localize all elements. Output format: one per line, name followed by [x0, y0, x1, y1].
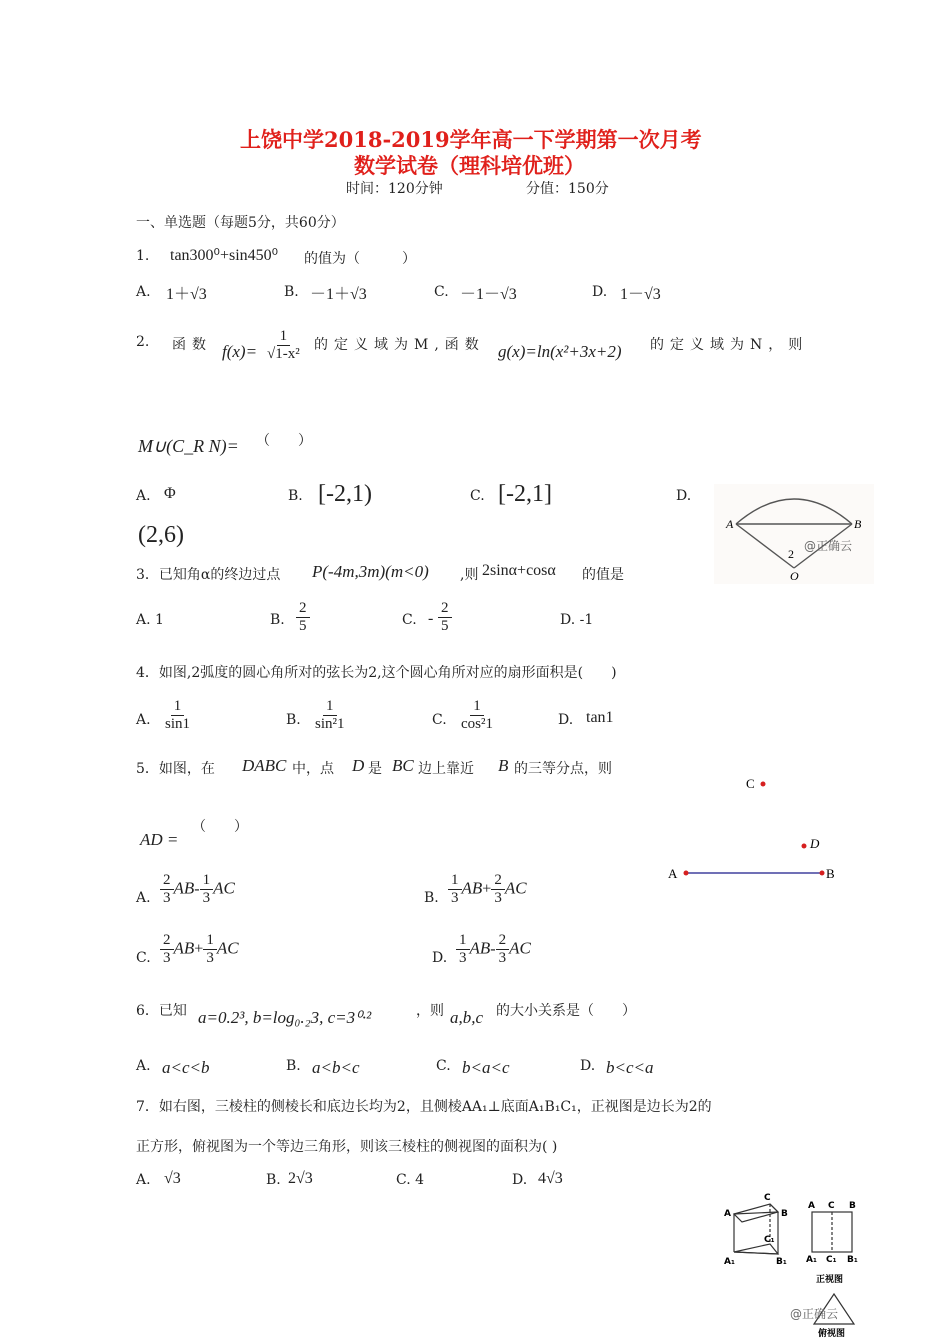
- q5-d-d2: 3: [498, 949, 507, 966]
- title-line2: 数学试卷（理科培优班）: [354, 153, 585, 178]
- q4-opt-d-label: D.: [558, 712, 574, 728]
- q6-tail: 的大小关系是（ ）: [496, 1003, 636, 1019]
- prism-c1: C₁: [764, 1235, 775, 1245]
- time-info: 时间：120分钟: [346, 181, 443, 197]
- q2-text1: 函数: [172, 337, 212, 353]
- q5-text5: 的三等分点，则: [514, 761, 612, 777]
- top-view-label: 俯视图: [818, 1329, 846, 1339]
- seg-label-a: A: [668, 866, 678, 881]
- q3-opt-b-label: B.: [270, 612, 285, 628]
- q5-a-ab: AB: [173, 878, 195, 898]
- q5-a-ac: AC: [213, 878, 235, 898]
- q5-a-op: -: [194, 880, 200, 898]
- q3-tail: 的值是: [582, 567, 624, 583]
- q6-mid: ，则: [416, 1003, 444, 1019]
- q1-num: 1.: [136, 248, 150, 264]
- q7-opt-a-label: A.: [136, 1172, 151, 1188]
- q7-opt-d-label: D.: [512, 1172, 528, 1188]
- q7-opt-d: 4√3: [538, 1170, 563, 1187]
- title-line1: 上饶中学2018-2019学年高一下学期第一次月考: [240, 127, 702, 152]
- q1-opt-a: 1＋√3: [166, 286, 207, 303]
- prism-figures: [718, 1188, 868, 1340]
- q3-point: P(-4m,3m)(m<0): [312, 562, 429, 581]
- seg-label-c: C: [746, 776, 755, 791]
- q5-b: B: [498, 756, 509, 775]
- score-info: 分值：150分: [526, 181, 609, 197]
- q3-opt-a: A. 1: [136, 612, 164, 628]
- q5-a-n2: 1: [200, 872, 214, 890]
- q6-expr: a=0.2³, b=log₀.₂3, c=3⁰·²: [198, 1008, 372, 1027]
- q4-c-den: cos²1: [461, 715, 493, 732]
- q4-opt-c-label: C.: [432, 712, 447, 728]
- q5-d-op: -: [490, 940, 496, 958]
- q3-c-num: 2: [438, 600, 452, 618]
- q4-a-den: sin1: [165, 715, 191, 732]
- q5-bc: BC: [392, 756, 414, 775]
- front-c: C: [828, 1201, 835, 1211]
- q1-opt-d-label: D.: [592, 284, 608, 300]
- q5-b-ab: AB: [461, 878, 483, 898]
- q7-opt-b-label: B.: [266, 1172, 281, 1188]
- q4-opt-a: [162, 698, 193, 732]
- q4-text: 4．如图,2弧度的圆心角所对的弦长为2,这个圆心角所对应的扇形面积是( ): [136, 665, 617, 681]
- q2-opt-a-label: A.: [136, 488, 151, 504]
- q4-b-den: sin²1: [315, 715, 345, 732]
- watermark-1: @正确云: [804, 539, 853, 553]
- q5-c-op: +: [194, 940, 204, 958]
- q4-opt-c: [458, 698, 496, 732]
- front-a1: A₁: [806, 1255, 817, 1265]
- q2-set: M∪(C_R N)=: [138, 436, 239, 456]
- q1-opt-c-label: C.: [434, 284, 449, 300]
- q2-fx: f(x)=: [222, 342, 258, 361]
- q2-num: 2.: [136, 334, 150, 350]
- q6-opt-d-label: D.: [580, 1058, 596, 1074]
- q5-b-ac: AC: [504, 878, 527, 898]
- q3-opt-d: D. -1: [560, 612, 594, 628]
- q5-d-d1: 3: [459, 949, 467, 966]
- q6-opt-d: b<c<a: [606, 1058, 654, 1077]
- prism-c: C: [764, 1193, 771, 1203]
- q5-b-d1: 3: [451, 889, 459, 906]
- q7-opt-b: 2√3: [288, 1170, 313, 1187]
- q5-d: D: [352, 756, 365, 775]
- seg-label-b: B: [826, 866, 835, 881]
- q5-ad: AD =: [140, 830, 179, 849]
- q5-opt-c: [160, 932, 239, 966]
- q4-opt-d: tan1: [586, 709, 614, 726]
- arc-label-2: 2: [788, 547, 794, 561]
- prism-a1: A₁: [724, 1257, 735, 1267]
- q5-text2: 中，点: [292, 761, 334, 777]
- q5-b-n1: 1: [448, 872, 462, 890]
- q5-opt-d-label: D.: [432, 950, 448, 966]
- q6-opt-c-label: C.: [436, 1058, 451, 1074]
- q6-opt-c: b<a<c: [462, 1058, 510, 1077]
- q5-c-ac: AC: [216, 938, 239, 958]
- q2-paren: （ ）: [256, 433, 312, 449]
- sector-figure: [714, 484, 874, 584]
- q3-c-den: 5: [441, 617, 449, 634]
- q5-c-ab: AB: [173, 938, 195, 958]
- q2-gx: g(x)=ln(x²+3x+2): [498, 342, 622, 361]
- q5-triangle: DABC: [242, 756, 287, 775]
- q6-text: 6．已知: [136, 1003, 187, 1019]
- q2-opt-d-label: D.: [676, 488, 692, 504]
- q3-text: 3．已知角α的终边过点: [136, 567, 281, 583]
- q5-c-d2: 3: [206, 949, 214, 966]
- q5-paren: （ ）: [192, 819, 248, 835]
- q5-text1: 5．如图，在: [136, 761, 215, 777]
- q7-opt-a: √3: [164, 1170, 181, 1187]
- q6-opt-a-label: A.: [136, 1058, 151, 1074]
- q5-c-n1: 2: [160, 932, 174, 950]
- q5-text4: 边上靠近: [418, 761, 474, 777]
- q5-opt-d: [456, 932, 531, 966]
- q1-opt-b-label: B.: [284, 284, 299, 300]
- q5-b-d2: 3: [494, 889, 502, 906]
- q7-line1: 7．如右图，三棱柱的侧棱长和底边长均为2，且侧棱AA₁⊥底面A₁B₁C₁，正视图是边长为2的: [136, 1099, 712, 1115]
- prism-a: A: [724, 1209, 731, 1219]
- q3-b-den: 5: [299, 617, 307, 634]
- q6-opt-b-label: B.: [286, 1058, 301, 1074]
- q5-a-d1: 3: [163, 889, 171, 906]
- q5-c-n2: 1: [203, 932, 217, 950]
- seg-label-d: D: [810, 836, 820, 851]
- q3-b-num: 2: [296, 600, 310, 618]
- q3-opt-c-sign: -: [428, 610, 434, 627]
- q3-expr: 2sinα+cosα: [482, 562, 556, 579]
- q4-c-num: 1: [470, 698, 484, 716]
- q2-opt-b: [-2,1): [318, 481, 372, 507]
- q5-opt-b-label: B.: [424, 890, 439, 906]
- q1-opt-b: －1＋√3: [310, 286, 367, 303]
- front-view-label: 正视图: [816, 1275, 844, 1285]
- q3-mid: ,则: [460, 567, 479, 583]
- q4-a-num: 1: [171, 698, 185, 716]
- q2-text2: 的定义域为M,函数: [314, 337, 485, 353]
- q7-opt-c: C. 4: [396, 1172, 425, 1188]
- q1-expr: tan300⁰+sin450⁰: [170, 247, 279, 264]
- q2-opt-d: (2,6): [138, 522, 184, 548]
- q5-d-n2: 2: [496, 932, 510, 950]
- prism-b1: B₁: [776, 1257, 787, 1267]
- q2-text3: 的定义域为N，则: [650, 337, 809, 353]
- q6-opt-a: a<c<b: [162, 1058, 210, 1077]
- q7-line2: 正方形，俯视图为一个等边三角形，则该三棱柱的侧视图的面积为( ): [136, 1139, 558, 1155]
- q3-opt-b: [296, 600, 310, 634]
- arc-label-b: B: [854, 517, 862, 531]
- q1-opt-d: 1－√3: [620, 286, 661, 303]
- q5-opt-b: [448, 872, 527, 906]
- q6-opt-b: a<b<c: [312, 1058, 360, 1077]
- q5-d-ab: AB: [469, 938, 491, 958]
- q4-opt-b: [312, 698, 348, 732]
- q5-b-n2: 2: [491, 872, 505, 890]
- q6-vars: a,b,c: [450, 1008, 484, 1027]
- watermark-2: @正确云: [790, 1307, 839, 1321]
- prism-b: B: [781, 1209, 788, 1219]
- q4-b-num: 1: [323, 698, 337, 716]
- q1-suffix: 的值为（ ）: [304, 251, 416, 267]
- q2-fraction: [264, 328, 303, 362]
- q2-frac-num: 1: [277, 328, 291, 346]
- q5-a-d2: 3: [202, 889, 211, 906]
- q2-frac-den: √1-x²: [267, 345, 300, 362]
- front-c1: C₁: [826, 1255, 837, 1265]
- q5-d-ac: AC: [509, 938, 531, 958]
- q5-opt-c-label: C.: [136, 950, 151, 966]
- q2-opt-b-label: B.: [288, 488, 303, 504]
- front-b: B: [849, 1201, 856, 1211]
- section-heading: 一、单选题（每题5分，共60分）: [136, 215, 345, 231]
- q5-opt-a-label: A.: [136, 890, 151, 906]
- front-b1: B₁: [847, 1255, 858, 1265]
- q1-opt-a-label: A.: [136, 284, 151, 300]
- q2-opt-c: [-2,1]: [498, 481, 552, 507]
- arc-label-a: A: [726, 517, 734, 531]
- arc-label-o: O: [790, 569, 799, 583]
- q5-d-n1: 1: [456, 932, 470, 950]
- q1-opt-c: －1－√3: [460, 286, 517, 303]
- q5-c-d1: 3: [163, 949, 171, 966]
- segment-figure: [664, 774, 844, 890]
- q5-opt-a: [160, 872, 235, 906]
- q5-a-n1: 2: [160, 872, 174, 890]
- front-a: A: [808, 1201, 815, 1211]
- q5-b-op: +: [482, 880, 492, 898]
- q3-opt-c-label: C.: [402, 612, 417, 628]
- q2-opt-a: Φ: [164, 485, 176, 502]
- q3-opt-c: [438, 600, 452, 634]
- q4-opt-a-label: A.: [136, 712, 151, 728]
- q2-opt-c-label: C.: [470, 488, 485, 504]
- q4-opt-b-label: B.: [286, 712, 301, 728]
- q5-text3: 是: [368, 761, 382, 777]
